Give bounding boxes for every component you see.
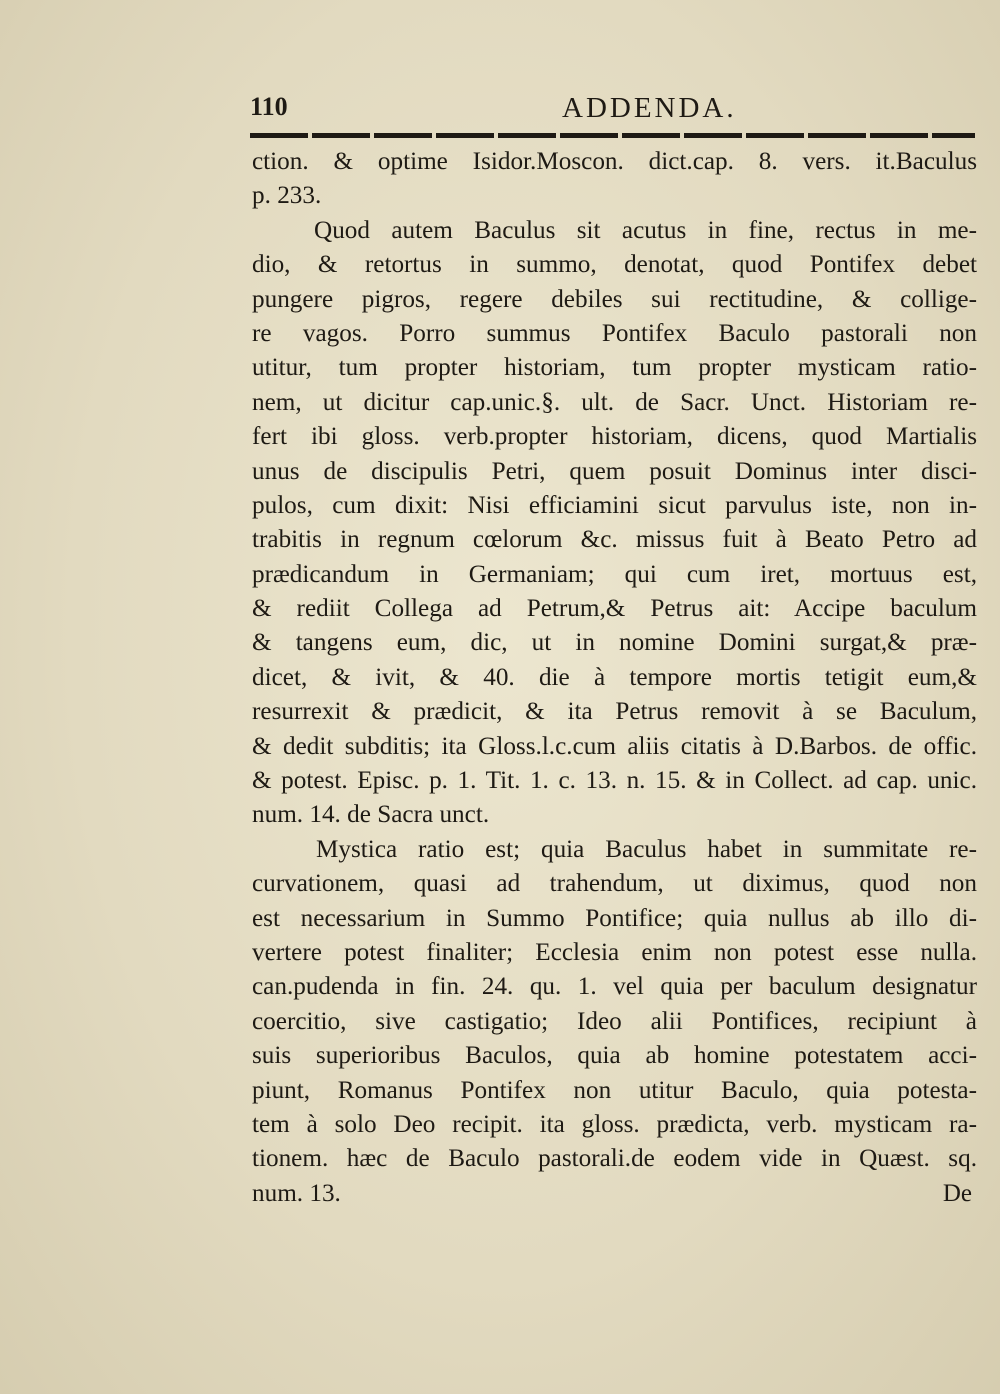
text-line: unus de discipulis Petri, quem posuit Dominus inter disci- (252, 457, 977, 485)
text-line: trabitis in regnum cœlorum &c. missus fuit à Beato Petro ad (252, 526, 977, 554)
running-head: ADDENDA. (562, 92, 737, 124)
text-line: utitur, tum propter historiam, tum propter mysticam ratio- (252, 354, 977, 382)
text-line: suis superioribus Baculos, quia ab homine potestatem acci- (252, 1042, 977, 1070)
body-text (252, 145, 977, 1211)
text-line: ction. & optime Isidor.Moscon. dict.cap. 8. vers. it.Baculus (252, 148, 977, 175)
text-line: est necessarium in Summo Pontifice; quia nullus ab illo di- (252, 904, 977, 932)
text-line: & potest. Episc. p. 1. Tit. 1. c. 13. n. 15. & in Collect. ad cap. unic. (252, 767, 977, 795)
text-line: nem, ut dicitur cap.unic.§. ult. de Sacr. Unct. Historiam re- (252, 388, 977, 416)
text-line: pulos, cum dixit: Nisi efficiamini sicut parvulus iste, non in- (252, 491, 977, 519)
text-line: & rediit Collega ad Petrum,& Petrus ait: Accipe baculum (252, 595, 977, 623)
text-line: num. 13. (252, 1179, 341, 1207)
text-line: & dedit subditis; ita Gloss.l.c.cum aliis citatis à D.Barbos. de offic. (252, 732, 977, 760)
page-number: 110 (250, 92, 288, 121)
text-line: dicet, & ivit, & 40. die à tempore mortis tetigit eum,& (252, 663, 977, 691)
text-line: tem à solo Deo recipit. ita gloss. prædicta, verb. mysticam ra- (252, 1110, 977, 1138)
text-line: dio, & retortus in summo, denotat, quod Pontifex debet (252, 251, 977, 279)
text-line: resurrexit & prædicit, & ita Petrus removit à se Baculum, (252, 698, 977, 726)
text-line: piunt, Romanus Pontifex non utitur Baculo, quia potesta- (252, 1076, 977, 1104)
catchword: De (942, 1180, 972, 1207)
text-line: Mystica ratio est; quia Baculus habet in summitate re- (316, 835, 977, 863)
text-line: curvationem, quasi ad trahendum, ut diximus, quod non (252, 870, 977, 898)
text-line: num. 14. de Sacra unct. (252, 801, 490, 829)
text-line: can.pudenda in fin. 24. qu. 1. vel quia per baculum designatur (252, 973, 977, 1001)
text-line: pungere pigros, regere debiles sui rectitudine, & collige- (252, 285, 977, 313)
text-line: & tangens eum, dic, ut in nomine Domini surgat,& præ- (252, 629, 977, 657)
text-line: p. 233. (252, 182, 322, 210)
text-line: fert ibi gloss. verb.propter historiam, dicens, quod Martialis (252, 423, 977, 451)
header-rule (250, 133, 975, 138)
text-line: tionem. hæc de Baculo pastorali.de eodem vide in Quæst. sq. (252, 1145, 977, 1173)
page-header (250, 92, 980, 128)
text-line: prædicandum in Germaniam; qui cum iret, mortuus est, (252, 560, 977, 588)
text-line: vertere potest finaliter; Ecclesia enim non potest esse nulla. (252, 938, 977, 966)
text-line: coercitio, sive castigatio; Ideo alii Pontifices, recipiunt à (252, 1007, 977, 1035)
text-line: re vagos. Porro summus Pontifex Baculo pastorali non (252, 319, 977, 347)
text-line: Quod autem Baculus sit acutus in fine, rectus in me- (314, 216, 977, 244)
